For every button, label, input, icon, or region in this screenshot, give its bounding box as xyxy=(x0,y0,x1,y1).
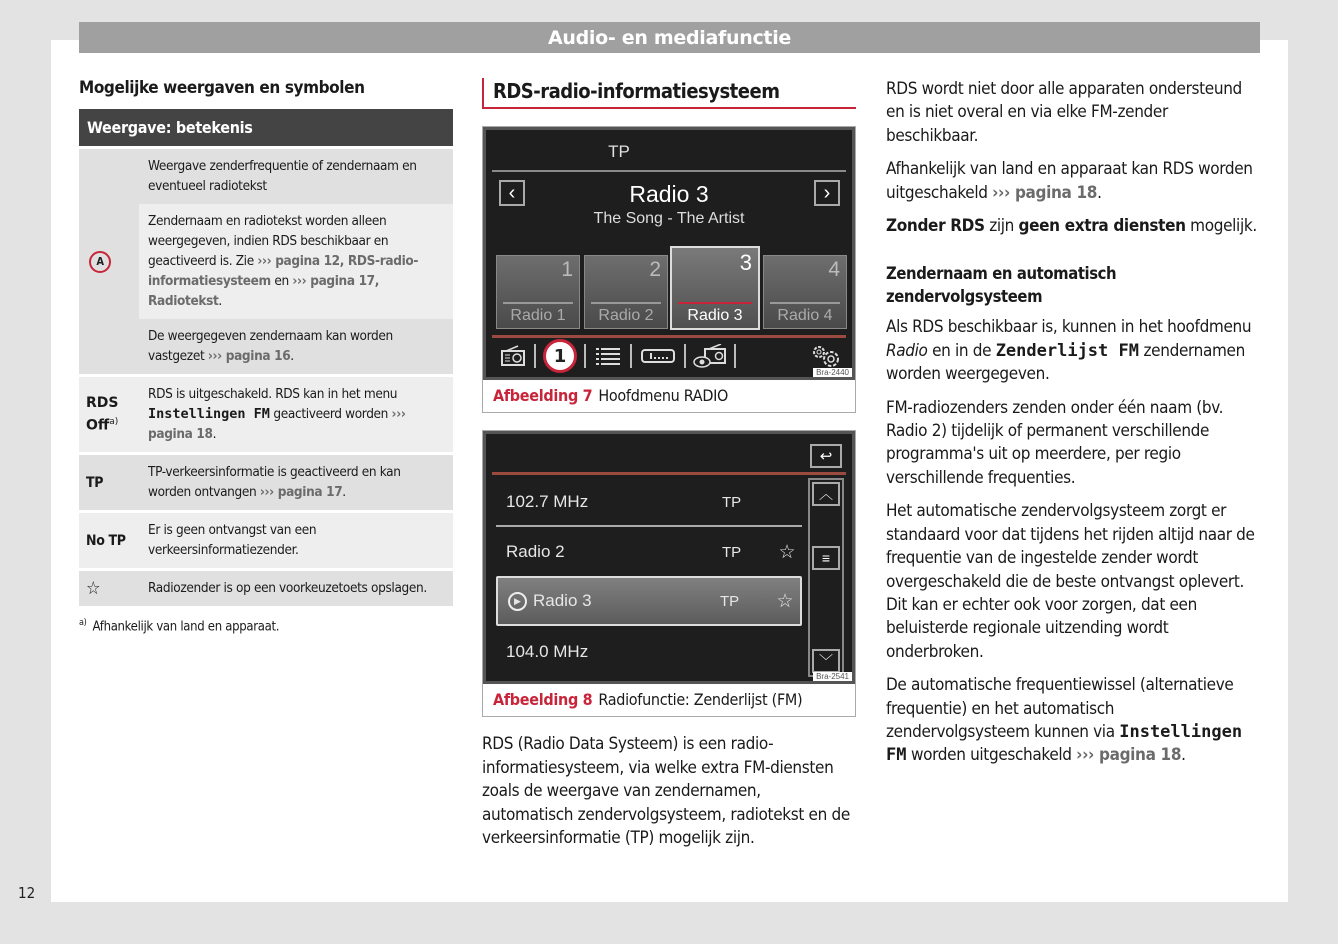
preset-name: Radio 2 xyxy=(598,307,654,324)
divider xyxy=(770,302,840,304)
preset-number: 2 xyxy=(649,258,661,281)
description-cell xyxy=(139,377,453,452)
table-row xyxy=(79,149,453,374)
radio-toolbar xyxy=(492,340,846,372)
table-subrow xyxy=(139,319,453,374)
paragraph: Het automatische zendervolgsysteem zorgt er standaard voor dat tijdens het rijden altijd naar de frequentie van de ingestelde zender wordt overgeschakeld die de beste ontvangst oplevert. Dit kan er echter ook voor zorgen, dat een beluisterde regionale uitzending wordt onderbroken. xyxy=(886,501,1255,662)
preset-name: Radio 3 xyxy=(687,307,743,324)
page-link[interactable] xyxy=(208,348,290,364)
image-code: Bra-2541 xyxy=(813,672,852,681)
station-list-item[interactable] xyxy=(496,482,802,522)
page-number: 12 xyxy=(18,884,36,902)
station-name: Radio 3 xyxy=(629,181,709,207)
table-subrow xyxy=(139,204,453,319)
description-cell xyxy=(139,455,453,510)
description-cell xyxy=(139,571,453,606)
caption-label: Afbeelding 7 xyxy=(493,386,593,405)
separator xyxy=(734,344,736,368)
divider xyxy=(492,335,846,338)
right-column xyxy=(886,78,1262,778)
station-list-item[interactable] xyxy=(496,532,802,572)
chevron-right-icon[interactable]: › xyxy=(814,180,840,206)
station-name: 104.0 MHz xyxy=(506,642,589,661)
preset-number: 4 xyxy=(828,258,840,281)
image-code: Bra-2440 xyxy=(813,368,852,377)
page-link[interactable] xyxy=(260,484,342,500)
scroll-up-icon[interactable]: ︿ xyxy=(812,482,840,506)
caption-label: Afbeelding 8 xyxy=(493,690,593,709)
figure-caption xyxy=(483,684,855,716)
tp-label: TP xyxy=(720,592,740,610)
text: De weergegeven zendernaam kan worden vastgezet xyxy=(148,328,393,364)
footnote: $^{a)}$ Afhankelijk van land en apparaat. xyxy=(79,618,280,635)
symbol-cell: TP xyxy=(79,455,139,510)
table-cell xyxy=(139,455,453,510)
chevron-left-icon[interactable]: ‹ xyxy=(499,180,525,206)
figure-7 xyxy=(482,126,856,413)
manual-tuning-icon[interactable] xyxy=(632,341,684,371)
text: TP-verkeersinformatie is geactiveerd en kan worden ontvangen xyxy=(148,464,401,500)
paragraph: Als RDS beschikbaar is, kunnen in het hoofdmenu Radio en in de Zenderlijst FM zendernamen worden weergegeven. xyxy=(886,317,1252,385)
radio-main-screen xyxy=(483,127,855,380)
preset-name: Radio 4 xyxy=(777,307,833,324)
text: Zendernaam en radiotekst worden alleen weergegeven, indien RDS beschikbaar en geactiveerd is. Zie xyxy=(148,213,389,269)
rds-off-label: RDS Off$^{a)}$ xyxy=(86,394,119,434)
star-icon[interactable]: ☆ xyxy=(778,541,796,563)
ref-text: pagina 12, RDS-radio-informatiesysteem xyxy=(148,253,419,289)
text: . xyxy=(290,348,294,364)
page-link[interactable]: ››› pagina 18 xyxy=(1076,745,1182,766)
symbols-table xyxy=(79,109,453,606)
star-icon: ☆ xyxy=(79,571,139,606)
radio-text: The Song - The Artist xyxy=(593,210,745,227)
middle-column xyxy=(482,78,856,851)
page-link[interactable]: ››› pagina 18 xyxy=(992,182,1098,203)
scroll-thumb-icon[interactable]: ≡ xyxy=(812,546,840,570)
symbol-cell: No TP xyxy=(79,513,139,568)
station-list-item-selected[interactable] xyxy=(496,576,802,626)
figure-caption xyxy=(483,380,855,412)
table-cell: Er is geen ontvangst van een verkeersinformatiezender. xyxy=(148,522,317,558)
ref-text: pagina 18 xyxy=(148,426,213,442)
ref-arrow-icon: ››› xyxy=(992,182,1010,203)
preset-number: 1 xyxy=(561,258,573,281)
settings-gears-icon[interactable] xyxy=(806,341,846,371)
description-cell xyxy=(139,149,453,374)
star-icon[interactable]: ☆ xyxy=(776,590,794,612)
ref-text: pagina 16 xyxy=(225,348,291,364)
symbol-cell xyxy=(79,149,139,374)
divider xyxy=(591,302,661,304)
station-list-icon[interactable] xyxy=(586,341,630,371)
preset-button-3[interactable] xyxy=(670,246,760,330)
preset-number: 3 xyxy=(739,250,752,275)
ref-arrow-icon: ››› xyxy=(292,273,307,289)
table-header: Weergave: betekenis xyxy=(79,109,453,146)
table-row xyxy=(79,455,453,510)
paragraph: FM-radiozenders zenden onder één naam (bv. Radio 2) tijdelijk of permanent verschillende programma's uit op meerdere, per regio verschillende frequenties. xyxy=(886,397,1224,488)
section-title: Mogelijke weergaven en symbolen xyxy=(79,78,365,98)
radio-icon[interactable] xyxy=(492,341,534,371)
left-column xyxy=(79,78,453,634)
table-row xyxy=(79,571,453,606)
symbol-cell xyxy=(79,377,139,452)
body-paragraph: RDS (Radio Data Systeem) is een radio-informatiesysteem, via welke extra FM-diensten zoals de weergave van zendernamen, automatisch zendervolgsysteem, radiotekst en de verkeersinformatie (TP) mogelijk zijn. xyxy=(482,734,850,848)
paragraph: RDS wordt niet door alle apparaten ondersteund en is niet overal en via elke FM-zender beschikbaar. xyxy=(886,79,1242,146)
divider xyxy=(496,525,802,527)
text: . xyxy=(342,484,346,500)
circle-a-icon: A xyxy=(89,251,111,273)
preset-button-4[interactable] xyxy=(763,255,847,329)
paragraph: De automatische frequentiewissel (alternatieve frequentie) en het automatisch zendervolgsysteem kunnen via Instellingen FM worden uitgeschakeld ››› pagina 18. xyxy=(886,675,1243,766)
preset-button-1[interactable] xyxy=(496,255,580,329)
ref-arrow-icon: ››› xyxy=(257,253,272,269)
divider xyxy=(503,302,573,304)
scrollbar[interactable] xyxy=(808,478,844,677)
text: RDS is uitgeschakeld. RDS kan in het menu xyxy=(148,386,398,402)
menu-name: Instellingen FM xyxy=(886,721,1243,766)
description-cell xyxy=(139,513,453,568)
tp-label: TP xyxy=(722,493,742,511)
back-icon[interactable]: ↩ xyxy=(810,444,842,468)
divider xyxy=(492,170,846,172)
section-heading: RDS-radio-informatiesysteem xyxy=(482,78,856,109)
subheading: Zendernaam en automatisch zendervolgsysteem xyxy=(886,264,1117,307)
preset-button-2[interactable] xyxy=(584,255,668,329)
station-name: 102.7 MHz xyxy=(506,492,589,511)
menu-name: Zenderlijst FM xyxy=(995,340,1139,361)
table-cell: Radiozender is op een voorkeuzetoets opslagen. xyxy=(148,580,427,596)
callout-1: 1 xyxy=(536,341,584,371)
paragraph: Afhankelijk van land en apparaat kan RDS worden uitgeschakeld ››› pagina 18. xyxy=(886,159,1253,203)
figure-8 xyxy=(482,430,856,717)
ref-arrow-icon: ››› xyxy=(259,484,274,500)
divider xyxy=(492,472,846,475)
paragraph: Zonder RDS zijn geen extra diensten mogelijk. xyxy=(886,216,1257,237)
caption-text: Hoofdmenu RADIO xyxy=(598,386,729,405)
play-icon: ▶ xyxy=(508,592,527,611)
text: geactiveerd worden xyxy=(269,406,392,422)
table-row xyxy=(79,513,453,568)
station-list-item[interactable] xyxy=(496,632,802,672)
scroll-down-icon[interactable]: ﹀ xyxy=(812,649,840,673)
caption-text: Radiofunctie: Zenderlijst (FM) xyxy=(598,690,803,709)
chapter-header: Audio- en mediafunctie xyxy=(79,22,1260,53)
text: . xyxy=(212,426,217,442)
ref-arrow-icon: ››› xyxy=(1076,745,1095,766)
ref-text: pagina 17, Radiotekst xyxy=(148,273,380,309)
ref-arrow-icon: ››› xyxy=(391,406,406,422)
ref-text: pagina 17 xyxy=(277,484,343,500)
station-name: ▶ Radio 3 xyxy=(498,591,720,611)
station-list-screen xyxy=(483,431,855,684)
table-row xyxy=(79,377,453,452)
preset-name: Radio 1 xyxy=(510,307,566,324)
text: . xyxy=(218,293,222,309)
table-cell xyxy=(139,377,453,452)
divider xyxy=(678,302,752,304)
radio-view-icon[interactable] xyxy=(686,341,734,371)
tp-label: TP xyxy=(722,543,742,561)
ref-arrow-icon: ››› xyxy=(207,348,222,364)
text: en xyxy=(270,273,293,289)
tp-indicator: TP xyxy=(608,142,630,161)
table-subrow: Weergave zenderfrequentie of zendernaam en eventueel radiotekst xyxy=(139,149,453,204)
station-name: Radio 2 xyxy=(506,542,565,561)
menu-name: Instellingen FM xyxy=(148,406,270,422)
